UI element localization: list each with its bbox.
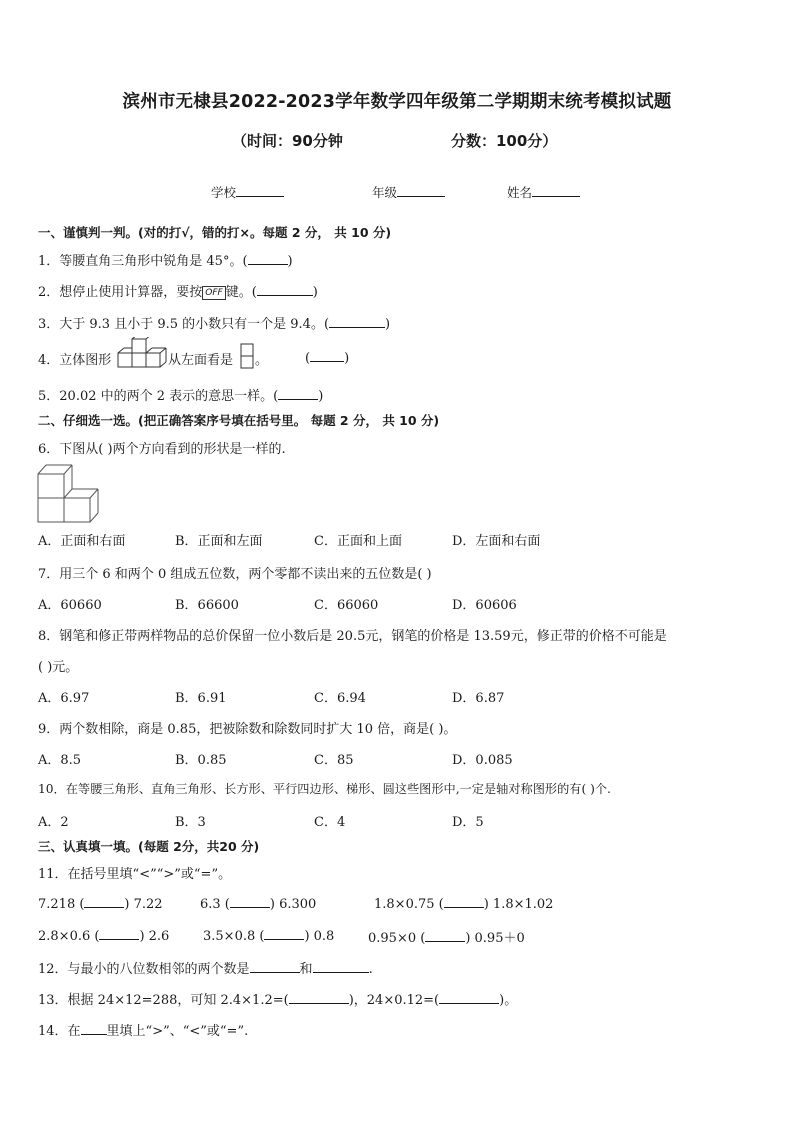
q7-option-d[interactable]: D．60606 (452, 598, 517, 613)
q7-option-a[interactable]: A．60660 (38, 598, 102, 613)
grade-label: 年级 (372, 185, 398, 200)
question-7: 7．用三个 6 和两个 0 组成五位数，两个零都不读出来的五位数是( ) (38, 567, 432, 582)
q6-option-a[interactable]: A．正面和右面 (38, 534, 126, 549)
q11-row2-item2: 3.5×0.8 ( ) 0.8 (203, 929, 335, 944)
cube-figure-icon (116, 337, 168, 373)
exam-time: （时间：90分钟 (232, 132, 343, 150)
q10-option-a[interactable]: A．2 (38, 815, 69, 830)
q10-option-d[interactable]: D．5 (452, 815, 484, 830)
question-12: 12．与最小的八位数相邻的两个数是 和 . (38, 962, 373, 977)
exam-title: 滨州市无棣县2022-2023学年数学四年级第二学期期末统考模拟试题 (122, 92, 672, 112)
section-1-heading: 一、谨慎判一判。(对的打√，错的打×。每题 2 分， 共 10 分) (38, 225, 392, 240)
q9-option-d[interactable]: D．0.085 (452, 753, 513, 768)
question-5: 5．20.02 中的两个 2 表示的意思一样。( ) (38, 389, 324, 404)
stacked-cubes-icon (37, 462, 109, 524)
q9-option-c[interactable]: C．85 (314, 753, 354, 768)
q6-option-b[interactable]: B．正面和左面 (175, 534, 263, 549)
question-9: 9．两个数相除，商是 0.85，把被除数和除数同时扩大 10 倍，商是( )。 (38, 722, 457, 737)
question-4-period: 。 (255, 353, 269, 368)
question-13: 13．根据 24×12=288，可知 2.4×1.2=( )，24×0.12=( )。 (38, 993, 518, 1008)
left-view-icon (240, 343, 254, 369)
off-key-icon: OFF (202, 286, 225, 300)
q9-option-a[interactable]: A．8.5 (38, 753, 82, 768)
section-3-heading: 三、认真填一填。(每题 2分，共20 分) (38, 839, 260, 854)
name-field (507, 183, 580, 201)
question-8-cont: ( )元。 (38, 660, 79, 675)
q11-row2-item1: 2.8×0.6 ( ) 2.6 (38, 929, 170, 944)
question-4-prefix: 4．立体图形 (38, 353, 112, 368)
q9-option-b[interactable]: B．0.85 (175, 753, 227, 768)
q8-option-d[interactable]: D．6.87 (452, 691, 505, 706)
q10-option-c[interactable]: C．4 (314, 815, 346, 830)
question-10: 10．在等腰三角形、直角三角形、长方形、平行四边形、梯形、圆这些图形中,一定是轴对称图形的有( )个. (38, 782, 611, 796)
question-8: 8．钢笔和修正带两样物品的总价保留一位小数后是 20.5元，钢笔的价格是 13.59元，修正带的价格不可能是 (38, 629, 667, 644)
question-3: 3．大于 9.3 且小于 9.5 的小数只有一个是 9.4。( ) (38, 317, 391, 332)
question-6: 6．下图从( )两个方向看到的形状是一样的. (38, 442, 286, 457)
q6-option-c[interactable]: C．正面和上面 (314, 534, 402, 549)
question-4-mid: 从左面看是 (168, 353, 234, 368)
question-4-answer: ( ) (305, 351, 350, 366)
school-field (211, 183, 284, 201)
q7-option-c[interactable]: C．66060 (314, 598, 379, 613)
q8-option-a[interactable]: A．6.97 (38, 691, 90, 706)
q7-option-b[interactable]: B．66600 (175, 598, 239, 613)
school-label: 学校 (211, 185, 237, 200)
q8-option-b[interactable]: B．6.91 (175, 691, 227, 706)
grade-field (372, 183, 445, 201)
q11-row1-item2: 6.3 ( ) 6.300 (200, 897, 317, 912)
q11-row1-item3: 1.8×0.75 ( ) 1.8×1.02 (374, 897, 554, 912)
question-2: 2．想停止使用计算器，要按 OFF 键。( ) (38, 285, 318, 300)
q10-option-b[interactable]: B．3 (175, 815, 206, 830)
name-label: 姓名 (507, 185, 533, 200)
section-2-heading: 二、仔细选一选。(把正确答案序号填在括号里。 每题 2 分， 共 10 分) (38, 413, 440, 428)
q11-row1-item1: 7.218 ( ) 7.22 (38, 897, 163, 912)
q11-row2-item3: 0.95×0 ( ) 0.95＋0 (368, 931, 525, 946)
q8-option-c[interactable]: C．6.94 (314, 691, 366, 706)
question-11: 11．在括号里填“<”“>”或“=”。 (38, 867, 232, 882)
q6-option-d[interactable]: D．左面和右面 (452, 534, 541, 549)
question-14: 14．在 里填上“>”、“<”或“=”. (38, 1024, 249, 1039)
question-1: 1．等腰直角三角形中锐角是 45°。( ) (38, 254, 293, 269)
exam-score: 分数：100分） (451, 132, 558, 150)
